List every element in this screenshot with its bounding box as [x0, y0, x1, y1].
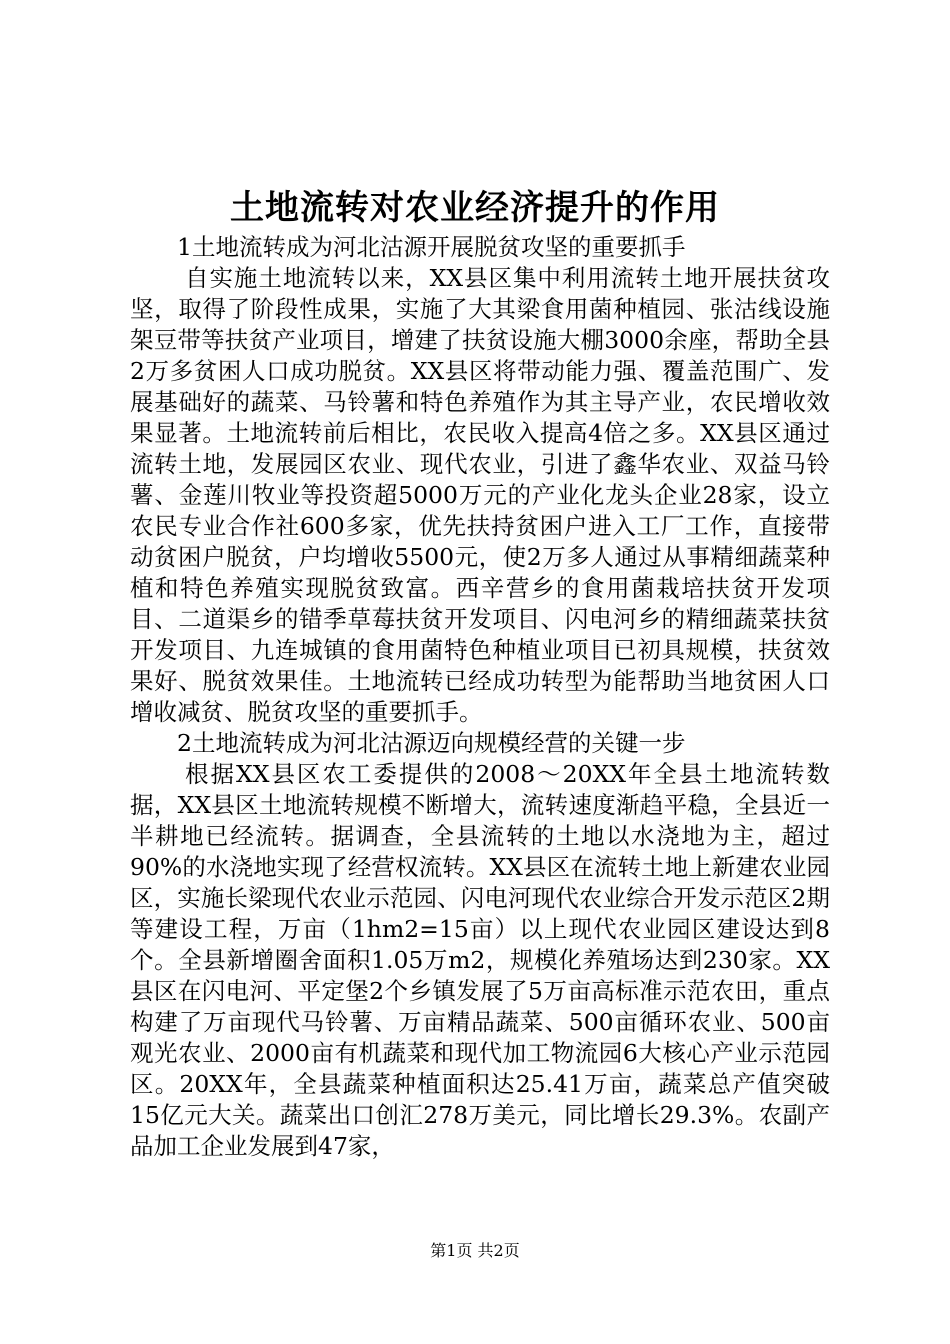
- section-2-heading: 2土地流转成为河北沽源迈向规模经营的关键一步: [177, 729, 686, 757]
- section-2-paragraph: 根据XX县区农工委提供的2008～20XX年全县土地流转数据，XX县区土地流转规模不断增大，流转速度渐趋平稳，全县近一半耕地已经流转。据调查，全县流转的土地以水浇地为主，超过90%的水浇地实现了经营权流转。XX县区在流转土地上新建农业园区，实施长梁现代农业示范园、闪电河现代农业综合开发示范区2期等建设工程，万亩（1hm2=15亩）以上现代农业园区建设达到8个。全县新增圈舍面积1.05万m2，规模化养殖场达到230家。XX县区在闪电河、平定堡2个乡镇发展了5万亩高标准示范农田，重点构建了万亩现代马铃薯、万亩精品蔬菜、500亩循环农业、500亩观光农业、2000亩有机蔬菜和现代加工物流园6大核心产业示范园区。20XX年，全县蔬菜种植面积达25.41万亩，蔬菜总产值突破15亿元大关。蔬菜出口创汇278万美元，同比增长29.3%。农副产品加工企业发展到47家，: [130, 760, 830, 1160]
- document-body: [130, 232, 830, 1162]
- page-title: 土地流转对农业经济提升的作用: [230, 188, 720, 228]
- section-1-heading: 1土地流转成为河北沽源开展脱贫攻坚的重要抓手: [177, 233, 686, 261]
- page-number-footer: 第1页 共2页: [430, 1241, 520, 1260]
- section-1-paragraph: 自实施土地流转以来，XX县区集中利用流转土地开展扶贫攻坚，取得了阶段性成果，实施了大其梁食用菌种植园、张沽线设施架豆带等扶贫产业项目，增建了扶贫设施大棚3000余座，帮助全县2万多贫困人口成功脱贫。XX县区将带动能力强、覆盖范围广、发展基础好的蔬菜、马铃薯和特色养殖作为其主导产业，农民增收效果显著。土地流转前后相比，农民收入提高4倍之多。XX县区通过流转土地，发展园区农业、现代农业，引进了鑫华农业、双益马铃薯、金莲川牧业等投资超5000万元的产业化龙头企业28家，设立农民专业合作社600多家，优先扶持贫困户进入工厂工作，直接带动贫困户脱贫，户均增收5500元，使2万多人通过从事精细蔬菜种植和特色养殖实现脱贫致富。西辛营乡的食用菌栽培扶贫开发项目、二道渠乡的错季草莓扶贫开发项目、闪电河乡的精细蔬菜扶贫开发项目、九连城镇的食用菌特色种植业项目已初具规模，扶贫效果好、脱贫效果佳。土地流转已经成功转型为能帮助当地贫困人口增收减贫、脱贫攻坚的重要抓手。: [130, 264, 830, 726]
